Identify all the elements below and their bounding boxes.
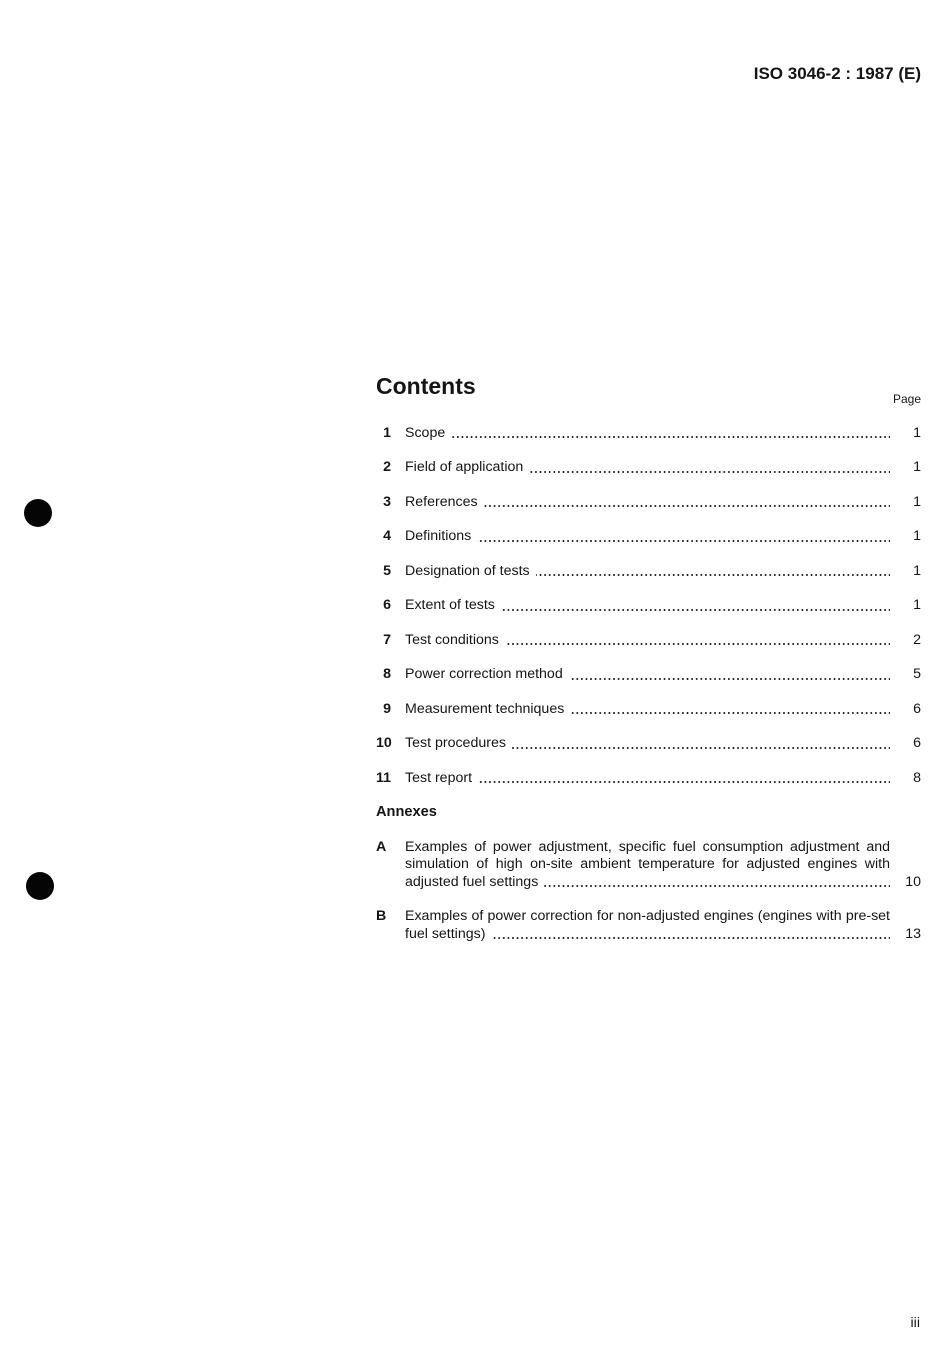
- annex-letter: A: [376, 838, 387, 855]
- section-title: Test procedures: [405, 735, 512, 751]
- leader-dots: [405, 926, 890, 944]
- page-column-label: Page: [892, 392, 921, 406]
- annex-title-line: fuel settings): [405, 926, 491, 942]
- leader-dots: [405, 597, 890, 615]
- annex-entry-a: [376, 839, 921, 892]
- leader-dots: [405, 735, 890, 753]
- section-number: 5: [383, 562, 391, 579]
- page-number: 10: [905, 873, 921, 890]
- section-title: Extent of tests: [405, 597, 501, 613]
- document-id: ISO 3046-2 : 1987 (E): [753, 64, 921, 83]
- leader-dots: [405, 770, 890, 788]
- toc-entry-power-correction-method: [376, 666, 921, 684]
- annex-title: [405, 839, 890, 892]
- section-title: References: [405, 494, 484, 510]
- section-title: Field of application: [405, 459, 529, 475]
- leader-dots: [405, 874, 890, 892]
- toc-entry-test-report: [376, 770, 921, 788]
- leader-dots: [405, 701, 890, 719]
- section-title: Scope: [405, 425, 451, 441]
- section-title: Test report: [405, 770, 478, 786]
- section-number: 8: [383, 666, 391, 682]
- page-number: 6: [913, 735, 921, 751]
- punch-hole: [24, 499, 52, 527]
- section-number: 7: [383, 631, 391, 648]
- annexes-heading: Annexes: [376, 804, 437, 820]
- toc-entry-field-of-application: [376, 459, 921, 477]
- page-folio: iii: [910, 1315, 920, 1331]
- annex-entry-b: [376, 908, 921, 943]
- annex-letter: B: [376, 908, 387, 924]
- section-number: 9: [383, 700, 391, 717]
- leader-dots: [405, 494, 890, 512]
- page-number: 1: [913, 528, 921, 544]
- section-number: 1: [383, 424, 391, 441]
- section-number: 6: [383, 597, 391, 613]
- punch-hole: [26, 872, 54, 900]
- section-number: 3: [383, 493, 391, 510]
- page-number: 5: [913, 666, 921, 682]
- section-title: Measurement techniques: [405, 701, 570, 717]
- annex-title-line: Examples of power adjustment, specific fuel consumption adjustment and: [405, 838, 890, 855]
- page-number: 1: [913, 562, 921, 579]
- section-number: 2: [383, 459, 391, 475]
- leader-dots: [405, 425, 890, 443]
- page-number: 1: [913, 424, 921, 441]
- toc-list: [376, 425, 921, 961]
- toc-entry-extent-of-tests: [376, 597, 921, 615]
- leader-dots: [405, 459, 890, 477]
- toc-entry-test-conditions: [376, 632, 921, 650]
- leader-dots: [405, 528, 890, 546]
- section-number: 11: [376, 769, 391, 786]
- page-number: 1: [913, 597, 921, 613]
- section-title: Definitions: [405, 528, 477, 544]
- leader-dots: [405, 563, 890, 581]
- page-number: 13: [905, 925, 921, 942]
- section-title: Designation of tests: [405, 563, 536, 579]
- section-number: 10: [376, 735, 392, 751]
- toc-entry-scope: [376, 425, 921, 443]
- page-number: 1: [913, 493, 921, 510]
- section-title: Power correction method: [405, 666, 569, 682]
- section-title: Test conditions: [405, 632, 505, 648]
- page-number: 2: [913, 631, 921, 648]
- toc-entry-measurement-techniques: [376, 701, 921, 719]
- annex-title-line: simulation of high on-site ambient temperature for adjusted engines with: [405, 856, 890, 872]
- page-number: 1: [913, 459, 921, 475]
- annex-title-line: adjusted fuel settings: [405, 874, 544, 890]
- page-number: 8: [913, 769, 921, 786]
- annex-title-line: Examples of power correction for non-adjusted engines (engines with pre-set: [405, 908, 890, 924]
- annex-title: [405, 908, 890, 943]
- section-number: 4: [383, 528, 391, 544]
- leader-dots: [405, 666, 890, 684]
- contents-heading: Contents: [376, 373, 476, 399]
- page-number: 6: [913, 700, 921, 717]
- leader-dots: [405, 632, 890, 650]
- toc-entry-test-procedures: [376, 735, 921, 753]
- toc-entry-definitions: [376, 528, 921, 546]
- toc-entry-designation-of-tests: [376, 563, 921, 581]
- toc-entry-references: [376, 494, 921, 512]
